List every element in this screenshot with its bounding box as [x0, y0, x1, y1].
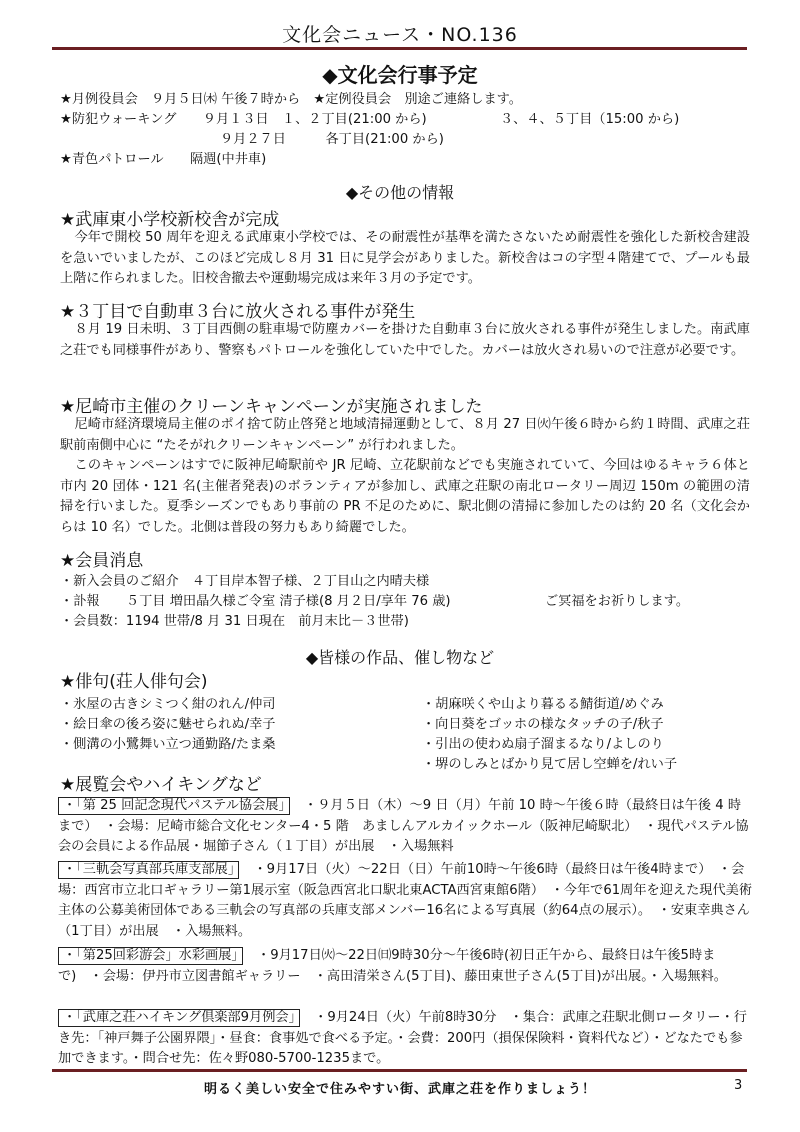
- event-hiking-label: ・「武庫之荘ハイキング倶楽部9月例会」: [58, 1009, 300, 1027]
- footer-rule: [52, 1069, 747, 1072]
- fire-title: ★３丁目で自動車３台に放火される事件が発生: [60, 302, 416, 322]
- event-hiking: [58, 1008, 752, 1070]
- members-title: ★会員消息: [60, 551, 144, 571]
- haiku-right-3: ・引出の使わぬ扇子溜まるなり/よしのり: [422, 737, 664, 752]
- event-pastel-label: ・「第 25 回記念現代パステル協会展」: [58, 797, 290, 815]
- masthead-title: 文化会ニュース・NO.136: [282, 24, 518, 46]
- clean-paragraph-1: 尼崎市経済環境局主催のポイ捨て防止啓発と地域清掃運動として、８月 27 日㈫午後６時から約１時間、武庫之荘駅前南側中心に “たそがれクリーンキャンペーン” が行われました。: [60, 417, 750, 453]
- haiku-right-2: ・向日葵をゴッホの様なタッチの子/秋子: [422, 717, 664, 732]
- schedule-heading: ◆文化会行事予定: [322, 63, 478, 87]
- event-pastel-text: ・９月５日（木）～9 日（月）午前 10 時～午後６時（最終日は午後 4 時まで） ・会場：尼崎市総合文化センター4・5 階 あましんアルカイックホール（阪神尼崎駅北） ・現代パステル協会の会員による作品展・堀節子さん（１丁目）が出展 ・入場無料: [58, 798, 749, 854]
- school-body: [60, 228, 750, 290]
- members-line-3: ・会員数：1194 世帯/8 月 31 日現在 前月末比－３世帯): [60, 614, 409, 629]
- haiku-left-1: ・氷屋の古きシミつく紺のれん/仲司: [60, 697, 276, 712]
- haiku-right-4: ・堺のしみとばかり見て居し空蝉を/れい子: [422, 757, 678, 772]
- clean-title: ★尼崎市主催のクリーンキャンペーンが実施されました: [60, 397, 483, 417]
- haiku-left-2: ・絵日傘の後ろ姿に魅せられぬ/幸子: [60, 717, 276, 732]
- events-title: ★展覧会やハイキングなど: [60, 775, 262, 795]
- event-hiking-text: ・9月24日（火）午前8時30分 ・集合：武庫之荘駅北側ロータリー・行き先：「神戸舞子公園界隈」・昼食：食事処で食べる予定。・会費：200円（損保保険料・資料代など）・どなたでも参加できます。・問合せ先：佐々野080-5700-1235まで。: [58, 1010, 747, 1066]
- schedule-line-2b: ３、４、５丁目（15:00 から): [500, 112, 680, 127]
- members-line-2b: ご冥福をお祈りします。: [545, 594, 690, 609]
- event-watercolor-text: ・9月17日㈫～22日㈰9時30分～午後6時(初日正午から、最終日は午後5時まで) ・会場：伊丹市立図書館ギャラリー ・高田清栄さん(5丁目)、藤田東世子さん(5丁目)が出展。・入場無料。: [58, 948, 727, 984]
- schedule-line-4: ★青色パトロール 隔週(中井車): [60, 152, 267, 167]
- members-line-2a: ・訃報 ５丁目 増田晶久様ご令室 清子様(8 月２日/享年 76 歳): [60, 594, 451, 609]
- haiku-title: ★俳句(荘人俳句会): [60, 672, 208, 692]
- other-heading: ◆その他の情報: [345, 183, 455, 202]
- members-line-1: ・新入会員のご紹介 ４丁目岸本智子様、２丁目山之内晴夫様: [60, 574, 430, 589]
- clean-body: [60, 415, 750, 538]
- event-pastel: [58, 796, 752, 858]
- schedule-line-1: ★月例役員会 ９月５日㈭ 午後７時から ★定例役員会 別途ご連絡します。: [60, 92, 522, 107]
- event-photo: [58, 860, 752, 942]
- fire-body: [60, 320, 750, 361]
- masthead-rule: [52, 47, 747, 50]
- footer-slogan: 明るく美しい安全で住みやすい街、武庫之荘を作りましょう！: [203, 1082, 596, 1097]
- event-photo-text: ・9月17日（火）～22日（日）午前10時～午後6時（最終日は午後4時まで） ・会場：西宮市立北口ギャラリー第1展示室（阪急西宮北口駅北東ACTA西宮東館6階） ・今年で61周年を迎えた現代美術主体の公募美術団体である三軌会の写真部の兵庫支部メンバー16名による写真展（約64点の展示）。 ・安東幸典さん（1丁目）が出展 ・入場無料。: [58, 862, 753, 939]
- fire-paragraph: ８月 19 日未明、３丁目西側の駐車場で防塵カバーを掛けた自動車３台に放火される事件が発生しました。南武庫之荘でも同様事件があり、警察もパトロールを強化していた中でした。カバーは放火され易いので注意が必要です。: [60, 322, 750, 358]
- event-photo-label: ・「三軌会写真部兵庫支部展」: [58, 861, 239, 879]
- haiku-right-1: ・胡麻咲くや山より暮るる鯖街道/めぐみ: [422, 697, 664, 712]
- clean-paragraph-2: このキャンペーンはすでに阪神尼崎駅前や JR 尼崎、立花駅前などでも実施されていて、今回はゆるキャラ６体と市内 20 団体・121 名(主催者発表)のボランティアが参加し、武庫之荘駅の南北ロータリー周辺 150m の範囲の清掃を行いました。夏季シーズンでもあり事前の PR 不足のために、駅北側の清掃に参加したのは約 20 名（文化会からは 10 名）でした。北側は普段の努力もあり綺麗でした。: [60, 458, 750, 535]
- page-number: 3: [734, 1078, 743, 1093]
- schedule-line-2a: ★防犯ウォーキング ９月１３日 １、２丁目(21:00 から): [60, 112, 427, 127]
- school-paragraph: 今年で開校 50 周年を迎える武庫東小学校では、その耐震性が基準を満たさないため耐震性を強化した新校舎建設を急いでいましたが、このほど完成し８月 31 日に見学会がありました。新校舎はコの字型４階建てで、プールも最上階に作られました。旧校舎撤去や運動場完成は来年３月の予定です。: [60, 230, 750, 286]
- schedule-line-3: ９月２７日 各丁目(21:00 から): [220, 132, 444, 147]
- works-heading: ◆皆様の作品、催し物など: [305, 648, 495, 667]
- event-watercolor: [58, 946, 752, 987]
- school-title: ★武庫東小学校新校舎が完成: [60, 210, 280, 230]
- haiku-left-3: ・側溝の小鷺舞い立つ通勤路/たま桑: [60, 737, 276, 752]
- event-watercolor-label: ・「第25回彩游会」水彩画展」: [58, 947, 243, 965]
